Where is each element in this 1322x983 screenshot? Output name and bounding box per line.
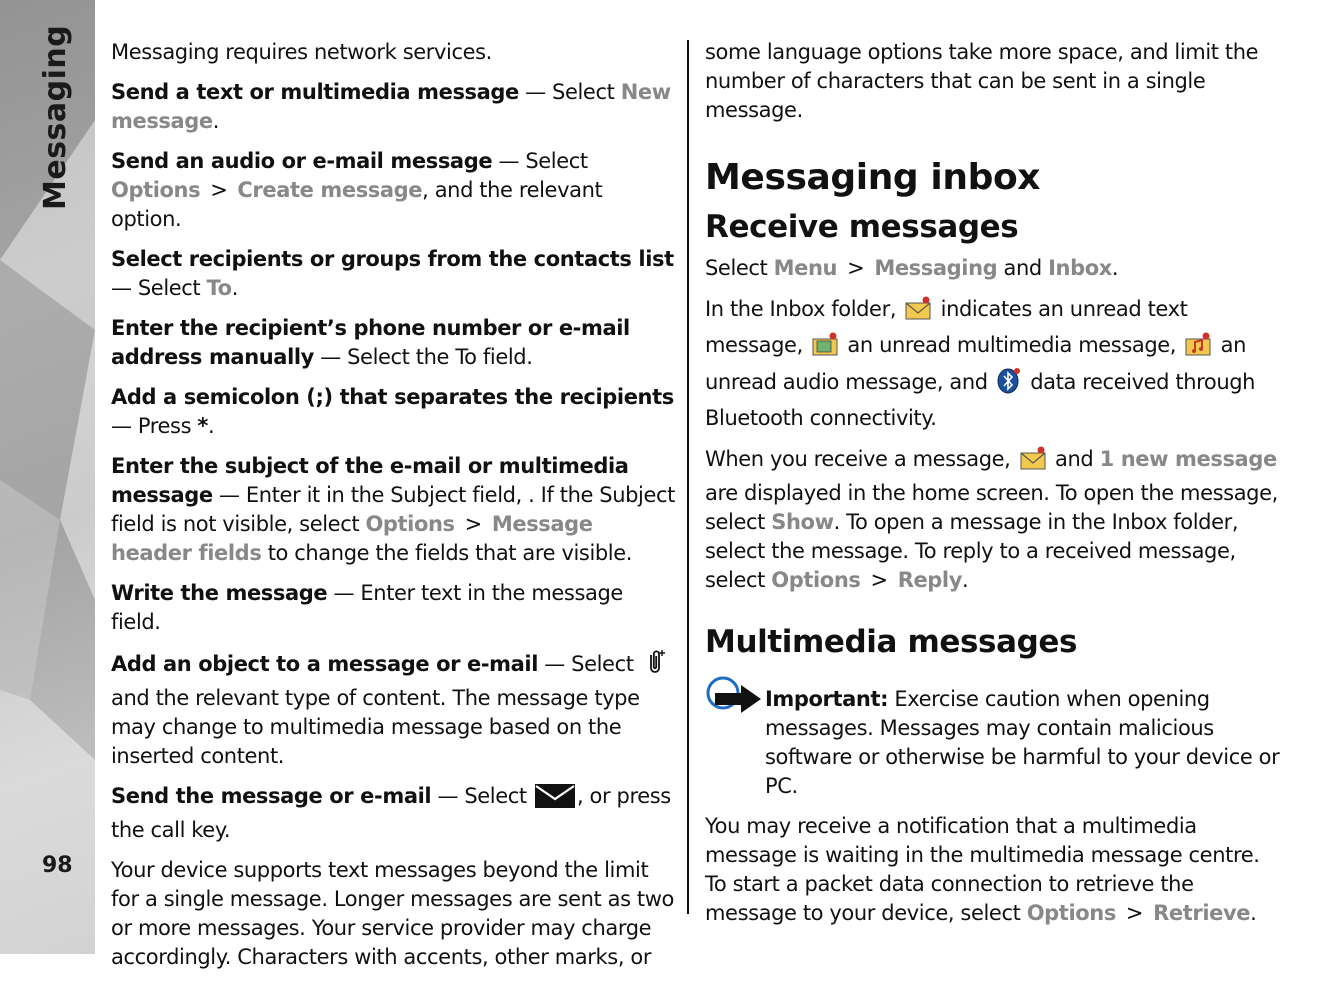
- column-divider: [687, 40, 689, 914]
- text: and: [997, 256, 1049, 280]
- menu-menu: Menu: [773, 256, 838, 280]
- step-tail: .: [212, 109, 220, 133]
- step-tail: and the relevant type of content. The message type may change to multimedia message based on the inserted content.: [111, 686, 640, 768]
- menu-show: Show: [771, 510, 834, 534]
- menu-new-message: New message: [111, 80, 671, 133]
- paperclip-add-icon: [642, 648, 668, 684]
- step-text: — Press: [111, 414, 198, 438]
- step-send-text: [111, 78, 677, 136]
- inbox-icons-info: [705, 294, 1280, 434]
- envelope-send-icon: [535, 784, 575, 816]
- menu-create-message: Create message: [237, 178, 423, 202]
- step-text: — Enter it in the Subject field, . If the Subject field is not visible, select: [111, 483, 675, 536]
- step-dash: — Select: [111, 276, 207, 300]
- step-heading: Send the message or e-mail: [111, 784, 432, 808]
- menu-retrieve: Retrieve: [1153, 901, 1251, 925]
- continued-text: [705, 38, 1280, 125]
- receive-path: [705, 254, 1280, 283]
- retrieve-info: [705, 812, 1280, 928]
- menu-options: Options: [771, 568, 861, 592]
- long-message-info: [111, 856, 677, 972]
- text: You may receive a notification that a multimedia message is waiting in the multimedia message centre. To start a packet data connection to retrieve the message to your device, select: [705, 814, 1260, 925]
- new-message-label: 1 new message: [1099, 447, 1277, 471]
- step-heading: Enter the recipient’s phone number or e-mail address manually: [111, 316, 630, 369]
- text: and: [1048, 447, 1100, 471]
- subsection-heading-receive: Receive messages: [705, 209, 1019, 245]
- step-tail: , and the relevant option.: [111, 178, 603, 231]
- step-write: [111, 579, 677, 637]
- text: In the Inbox folder,: [705, 297, 903, 321]
- text: When you receive a message,: [705, 447, 1017, 471]
- menu-separator: >: [847, 256, 865, 280]
- intro-text: [111, 38, 677, 67]
- step-text: — Select the To field.: [313, 345, 533, 369]
- step-heading: Add a semicolon (;) that separates the recipients: [111, 385, 674, 409]
- text: indicates an unread text message,: [705, 297, 1188, 357]
- text: are displayed in the home screen. To open the message, select: [705, 481, 1278, 534]
- step-dash: — Select: [518, 80, 621, 104]
- step-text: — Select: [538, 652, 640, 676]
- step-tail: , or press the call key.: [111, 784, 671, 842]
- step-heading: Write the message: [111, 581, 328, 605]
- step-semicolon: [111, 383, 677, 441]
- step-subject: [111, 452, 677, 568]
- text: an unread audio message, and: [705, 333, 1246, 394]
- right-column: [705, 38, 1280, 939]
- menu-reply: Reply: [897, 568, 963, 592]
- sidebar: [0, 0, 95, 954]
- step-heading: Add an object to a message or e-mail: [111, 652, 539, 676]
- important-arrow-icon: [705, 675, 765, 725]
- step-tail: .: [231, 276, 238, 300]
- menu-options: Options: [111, 178, 201, 202]
- important-text: Exercise caution when opening messages. Messages may contain malicious software or otherwise be harmful to your device or PC.: [765, 687, 1280, 798]
- unread-text-message-icon: [904, 295, 932, 330]
- menu-messaging: Messaging: [874, 256, 998, 280]
- step-heading: Send a text or multimedia message: [111, 80, 519, 104]
- step-enter-number: [111, 314, 677, 372]
- text: Select: [705, 256, 774, 280]
- step-heading: Send an audio or e-mail message: [111, 149, 493, 173]
- menu-message-header-fields: Message header fields: [111, 512, 593, 565]
- menu-to: To: [206, 276, 232, 300]
- new-message-icon: [1019, 445, 1047, 479]
- step-heading: Enter the subject of the e-mail or multimedia message: [111, 454, 629, 507]
- text: . To open a message in the Inbox folder, select the message. To reply to a received message, select: [705, 510, 1239, 592]
- step-select-recipients: [111, 245, 677, 303]
- subsection-heading-multimedia: Multimedia messages: [705, 624, 1078, 660]
- important-notice: [705, 685, 1280, 801]
- text: an unread multimedia message,: [841, 333, 1183, 357]
- menu-options: Options: [365, 512, 455, 536]
- menu-separator: >: [870, 568, 888, 592]
- bluetooth-data-icon: [996, 366, 1022, 403]
- menu-separator: >: [1125, 901, 1144, 925]
- text: .: [962, 568, 969, 592]
- important-label: Important:: [765, 687, 889, 711]
- unread-multimedia-message-icon: [811, 331, 839, 366]
- text: data received through Bluetooth connectivity.: [705, 370, 1256, 430]
- unread-audio-message-icon: [1184, 331, 1212, 366]
- intro-span: Messaging requires network services.: [111, 40, 492, 64]
- menu-separator: >: [210, 178, 228, 202]
- step-text: — Select: [431, 784, 533, 808]
- step-add-object: [111, 648, 677, 771]
- step-dash: — Select: [492, 149, 588, 173]
- text: .: [1111, 256, 1119, 280]
- step-tail: .: [208, 414, 215, 438]
- menu-separator: >: [464, 512, 482, 536]
- step-heading: Select recipients or groups from the contacts list: [111, 247, 674, 271]
- section-title-text: Messaging: [38, 24, 73, 210]
- page-number: 98: [42, 853, 73, 878]
- menu-inbox: Inbox: [1048, 256, 1112, 280]
- continued-span: some language options take more space, and limit the number of characters that can be sent in a single message.: [705, 40, 1259, 122]
- new-message-info: [705, 445, 1280, 595]
- step-text: — Enter text in the message field.: [111, 581, 623, 634]
- step-send-audio: [111, 147, 677, 234]
- text: .: [1250, 901, 1257, 925]
- star-key: *: [197, 414, 209, 438]
- long-message-text: Your device supports text messages beyond the limit for a single message. Longer messages are sent as two or more messages. Your service provider may charge accordingly. Characters with accents, other marks, or: [111, 858, 674, 969]
- step-send: [111, 782, 677, 845]
- menu-options: Options: [1026, 901, 1116, 925]
- step-tail: to change the fields that are visible.: [261, 541, 633, 565]
- section-heading: Messaging inbox: [705, 157, 1041, 198]
- left-column: [111, 38, 677, 983]
